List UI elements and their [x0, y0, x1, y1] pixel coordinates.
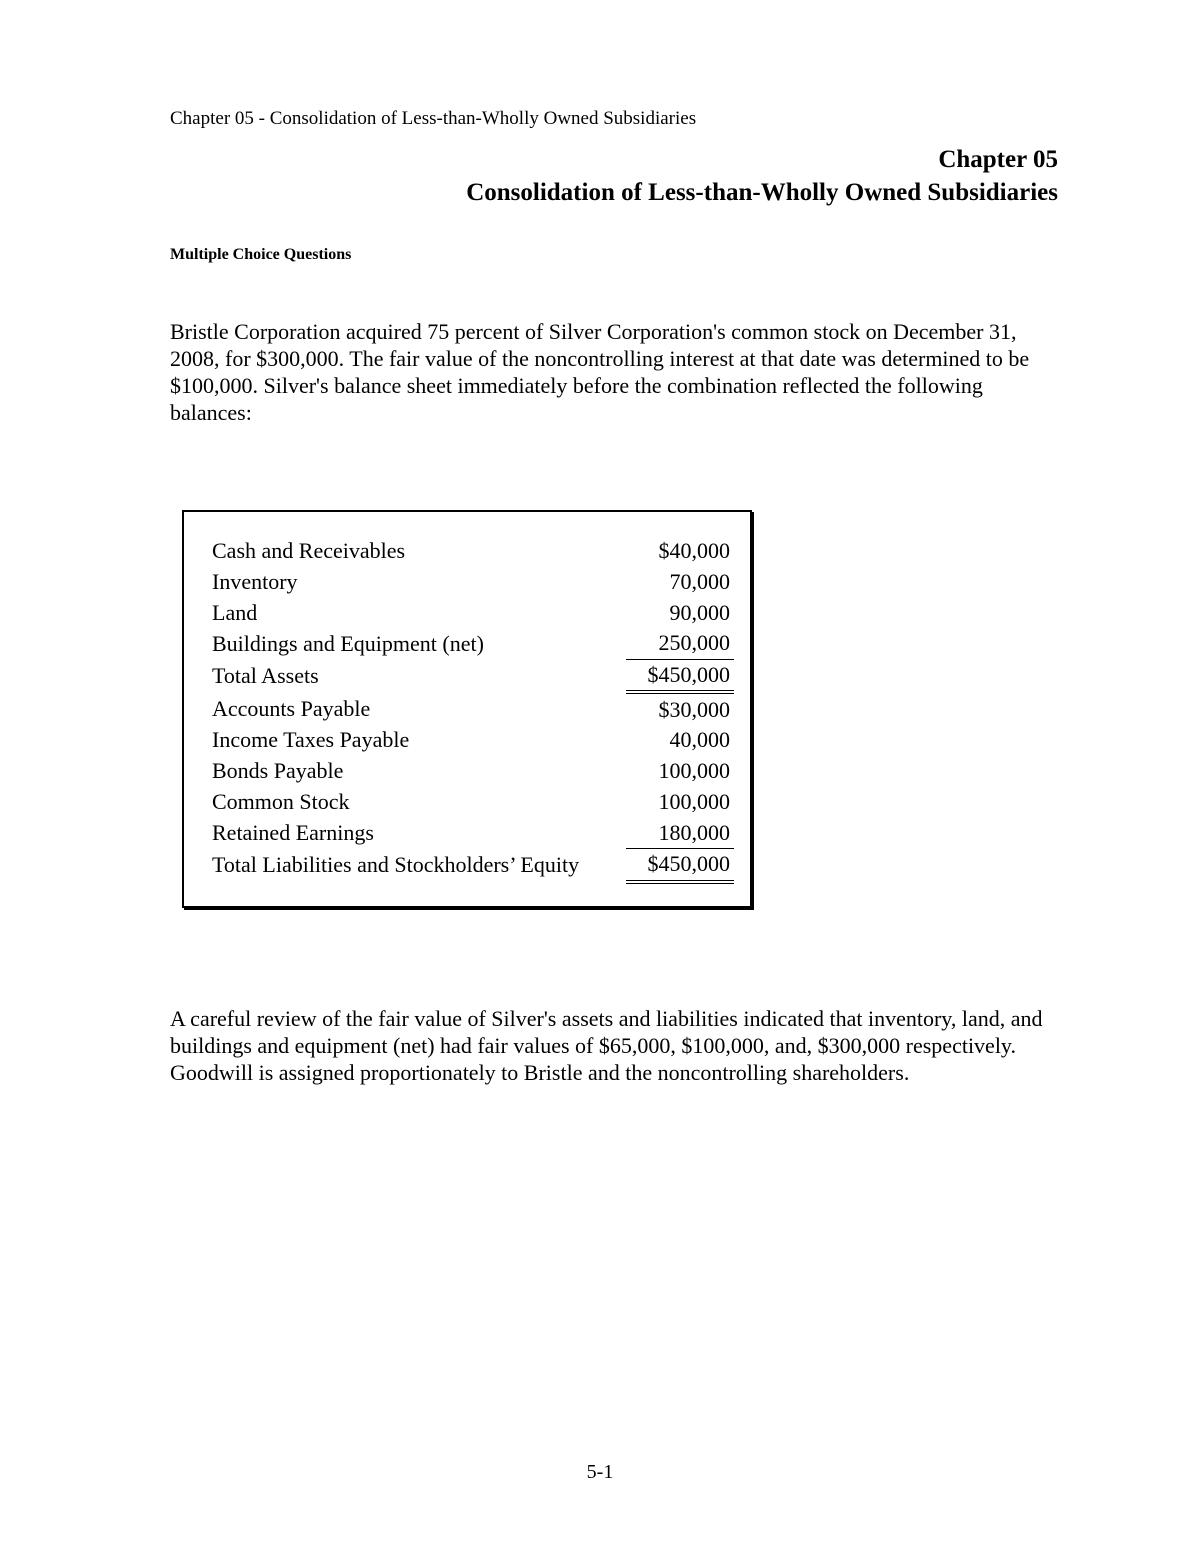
chapter-title: Consolidation of Less-than-Wholly Owned Subsidiaries [466, 179, 1058, 206]
row-label: Retained Earnings [212, 819, 374, 845]
row-amount: $450,000 [626, 848, 734, 881]
row-amount: $30,000 [658, 696, 730, 722]
row-label: Buildings and Equipment (net) [212, 630, 484, 656]
table-row [212, 787, 734, 818]
table-row [212, 848, 734, 881]
chapter-number: Chapter 05 [938, 146, 1058, 173]
row-amount: 250,000 [626, 628, 734, 659]
balance-sheet-box [182, 510, 752, 908]
table-row [212, 628, 734, 659]
row-amount: 100,000 [658, 788, 730, 814]
table-row [212, 817, 734, 848]
row-label: Cash and Receivables [212, 538, 406, 564]
row-label: Total Assets [212, 662, 319, 688]
row-label: Bonds Payable [212, 758, 344, 784]
row-label: Common Stock [212, 788, 350, 814]
table-row [212, 597, 734, 628]
table-row [212, 725, 734, 756]
row-amount: 40,000 [669, 727, 730, 753]
row-label: Total Liabilities and Stockholders’ Equity [212, 851, 580, 877]
row-amount: $40,000 [658, 538, 730, 564]
closing-paragraph: A careful review of the fair value of Silver's assets and liabilities indicated that inventory, land, and buildings and equipment (net) had fair values of $65,000, $100,000, and, $300,000 respectively. Goodwill is assigned proportionately to Bristle and the noncontrolling shareholders. [170, 1006, 1043, 1085]
row-label: Inventory [212, 569, 298, 595]
balance-sheet-table [212, 536, 734, 884]
intro-paragraph: Bristle Corporation acquired 75 percent of Silver Corporation's common stock on December 31, 2008, for $300,000. The fair value of the noncontrolling interest at that date was determined to be $100,000. Silver's balance sheet immediately before the combination reflected the following balances: [170, 319, 1030, 425]
row-label: Income Taxes Payable [212, 727, 410, 753]
table-row [212, 659, 734, 692]
row-amount: 180,000 [626, 817, 734, 848]
row-label: Accounts Payable [212, 695, 371, 721]
table-row [212, 756, 734, 787]
row-amount: $450,000 [626, 659, 734, 692]
running-header: Chapter 05 - Consolidation of Less-than-Wholly Owned Subsidiaries [170, 108, 697, 129]
row-label: Land [212, 599, 258, 625]
page-number: 5-1 [586, 1461, 614, 1483]
row-amount: 100,000 [658, 758, 730, 784]
row-amount: 90,000 [669, 599, 730, 625]
row-amount: 70,000 [669, 569, 730, 595]
title-block [466, 143, 1058, 209]
table-row [212, 567, 734, 598]
table-row [212, 536, 734, 567]
table-row [212, 692, 734, 725]
section-heading: Multiple Choice Questions [170, 246, 352, 263]
